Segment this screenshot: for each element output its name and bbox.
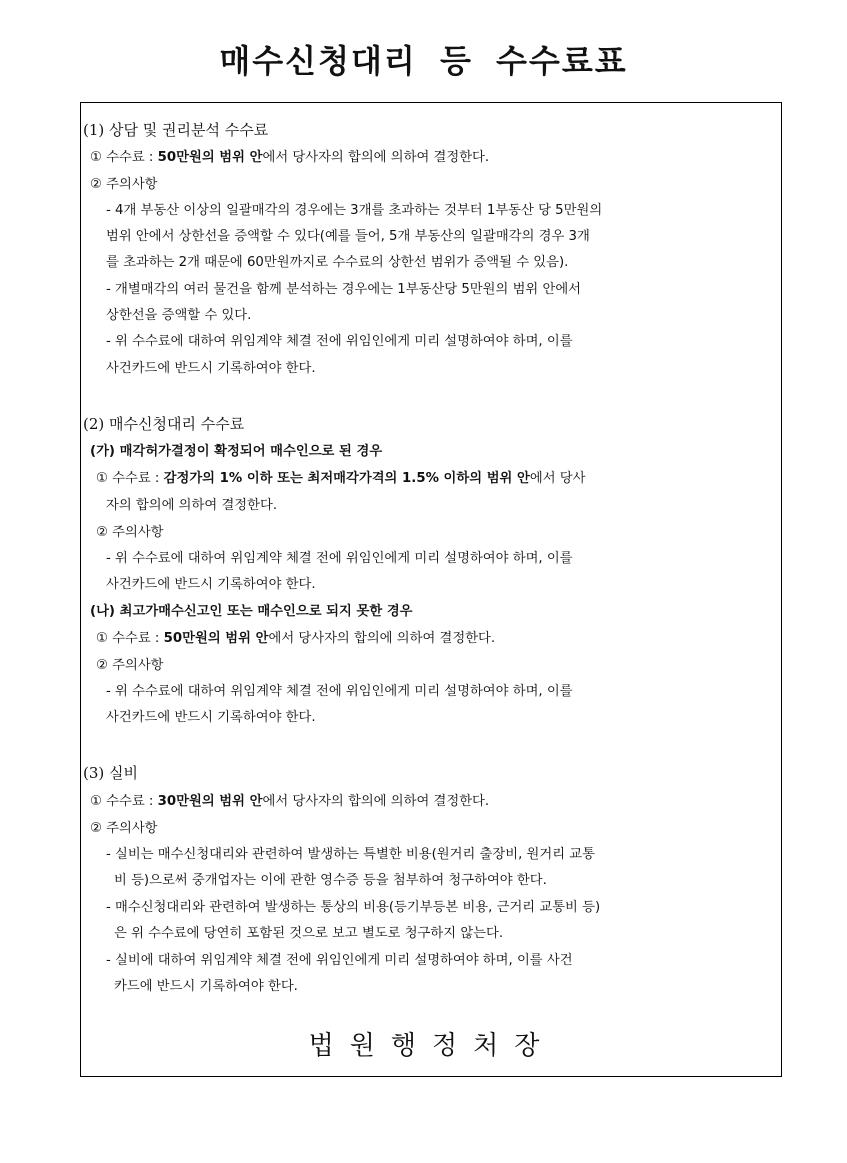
section2a-fee-marker: ① 수수료 : (96, 471, 164, 486)
section1-fee-rest: 에서 당사자의 합의에 의하여 결정한다. (262, 150, 490, 165)
section1-heading: (1) 상담 및 권리분석 수수료 (83, 121, 269, 139)
section2a-heading: (가) 매각허가결정이 확정되어 매수인으로 된 경우 (90, 444, 383, 459)
section2a-notes-label: ② 주의사항 (96, 525, 164, 540)
section2b-fee (96, 630, 495, 648)
section3-fee (90, 793, 489, 811)
section3-note-line: - 실비에 대하여 위임계약 체결 전에 위임인에게 미리 설명하여야 하며, 이를 사건 (106, 953, 573, 968)
section2a-note-line: 사건카드에 반드시 기록하여야 한다. (106, 577, 316, 592)
section3-note-line: 은 위 수수료에 당연히 포함된 것으로 보고 별도로 청구하지 않는다. (114, 926, 504, 941)
section3-note-line: - 실비는 매수신청대리와 관련하여 발생하는 특별한 비용(원거리 출장비, 원거리 교통 (106, 847, 595, 862)
section2b-note-line: 사건카드에 반드시 기록하여야 한다. (106, 710, 316, 725)
section2b-fee-marker: ① 수수료 : (96, 631, 164, 646)
section2b-note-line: - 위 수수료에 대하여 위임계약 체결 전에 위임인에게 미리 설명하여야 하며, 이를 (106, 684, 573, 699)
section2-heading: (2) 매수신청대리 수수료 (83, 415, 245, 433)
section1-fee-marker: ① 수수료 : (90, 150, 158, 165)
section2a-note-line: - 위 수수료에 대하여 위임계약 체결 전에 위임인에게 미리 설명하여야 하며, 이를 (106, 551, 573, 566)
section2a-fee-limit: 감정가의 1% 이하 또는 최저매각가격의 1.5% 이하의 범위 안 (163, 471, 530, 486)
section1-note-line: 범위 안에서 상한선을 증액할 수 있다(예를 들어, 5개 부동산의 일괄매각의 경우 3개 (106, 229, 590, 244)
section3-fee-limit: 30만원의 범위 안 (157, 794, 263, 809)
section1-note-line: 상한선을 증액할 수 있다. (106, 308, 252, 323)
section3-fee-marker: ① 수수료 : (90, 794, 158, 809)
section1-note-line: - 위 수수료에 대하여 위임계약 체결 전에 위임인에게 미리 설명하여야 하며, 이를 (106, 334, 573, 349)
fee-table-box (80, 102, 782, 1077)
section1-notes-label: ② 주의사항 (90, 177, 158, 192)
section2b-notes-label: ② 주의사항 (96, 658, 164, 673)
section3-heading: (3) 실비 (83, 764, 138, 782)
section1-fee-limit: 50만원의 범위 안 (157, 150, 263, 165)
section3-note-line: 카드에 반드시 기록하여야 한다. (114, 979, 298, 994)
section2a-fee (96, 470, 585, 488)
section2b-heading: (나) 최고가매수신고인 또는 매수인으로 되지 못한 경우 (90, 604, 413, 619)
section2a-fee-cont: 자의 합의에 의하여 결정한다. (106, 498, 278, 513)
section2a-fee-rest: 에서 당사 (529, 471, 586, 486)
section1-note-line: 사건카드에 반드시 기록하여야 한다. (106, 361, 316, 376)
section1-note-line: 를 초과하는 2개 때문에 60만원까지로 수수료의 상한선 범위가 증액될 수 있음). (106, 255, 569, 270)
section1-note-line: - 4개 부동산 이상의 일괄매각의 경우에는 3개를 초과하는 것부터 1부동산 당 5만원의 (106, 203, 603, 218)
section1-fee (90, 149, 489, 167)
section3-note-line: - 매수신청대리와 관련하여 발생하는 통상의 비용(등기부등본 비용, 근거리 교통비 등) (106, 900, 601, 915)
section2b-fee-limit: 50만원의 범위 안 (163, 631, 269, 646)
issuer-signature: 법원행정처장 (308, 1031, 556, 1061)
document-title: 매수신청대리 등 수수료표 (219, 42, 628, 80)
section3-notes-label: ② 주의사항 (90, 821, 158, 836)
section1-note-line: - 개별매각의 여러 물건을 함께 분석하는 경우에는 1부동산당 5만원의 범위 안에서 (106, 282, 582, 297)
section3-note-line: 비 등)으로써 중개업자는 이에 관한 영수증 등을 첨부하여 청구하여야 한다. (114, 873, 547, 888)
section2b-fee-rest: 에서 당사자의 합의에 의하여 결정한다. (268, 631, 496, 646)
section3-fee-rest: 에서 당사자의 합의에 의하여 결정한다. (262, 794, 490, 809)
